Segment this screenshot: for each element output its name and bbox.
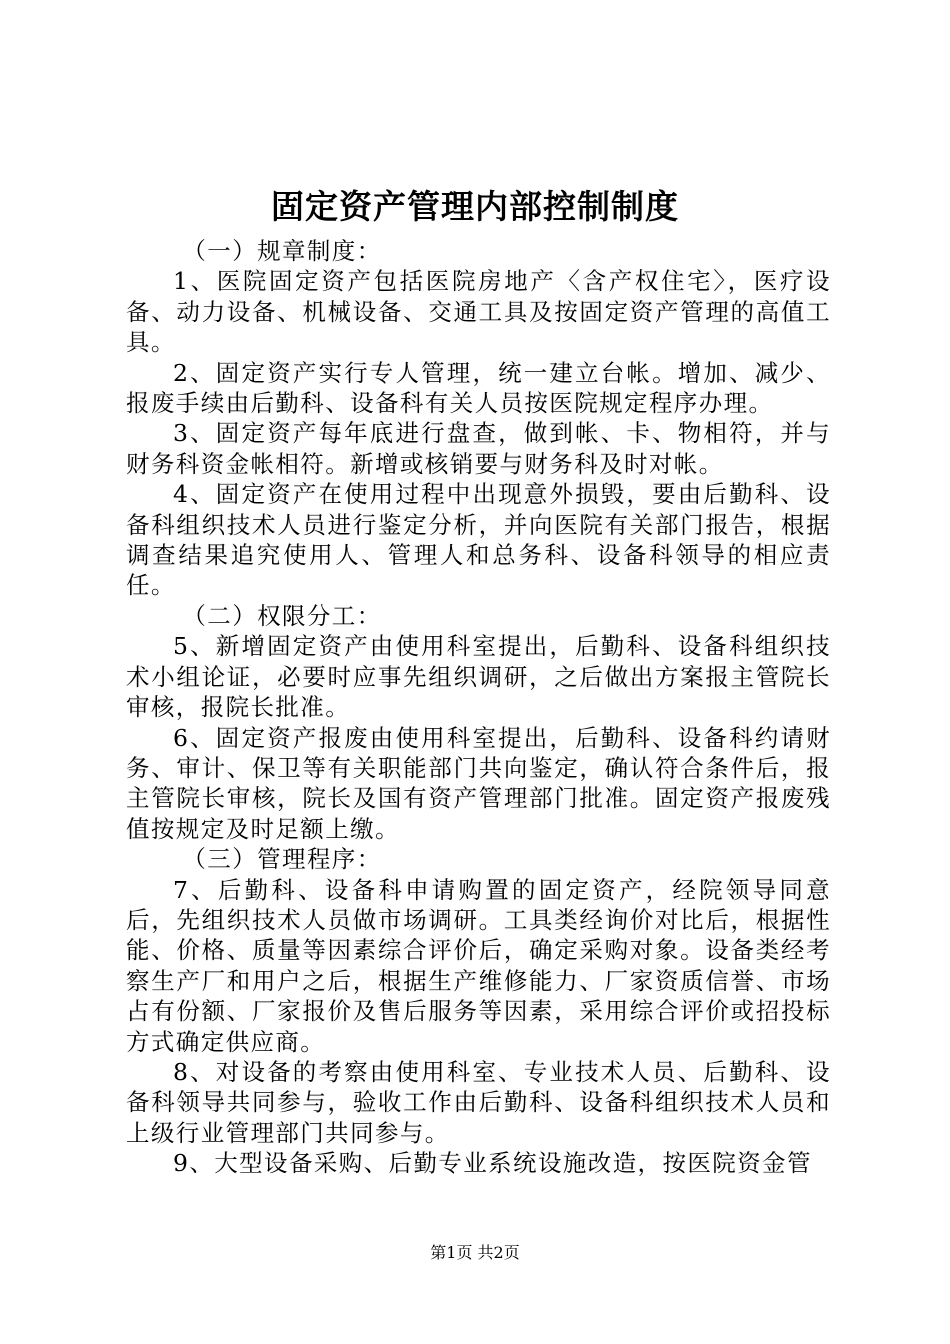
section-heading: （一）规章制度： — [182, 237, 382, 265]
section-heading: （二）权限分工： — [182, 601, 382, 630]
paragraph: 8、对设备的考察由使用科室、专业技术人员、后勤科、设备科领导共同参与，验收工作由后勤科、设备科组织技术人员和上级行业管理部门共同参与。 — [126, 1057, 831, 1147]
section-heading: （三）管理程序： — [182, 845, 382, 874]
paragraph: 4、固定资产在使用过程中出现意外损毁，要由后勤科、设备科组织技术人员进行鉴定分析，并向医院有关部门报告，根据调查结果追究使用人、管理人和总务科、设备科领导的相应责任。 — [126, 480, 831, 600]
paragraph: 9、大型设备采购、后勤专业系统设施改造，按医院资金管 — [173, 1149, 812, 1178]
document-body — [126, 236, 831, 1179]
paragraph: 1、医院固定资产包括医院房地产〈含产权住宅〉，医疗设备、动力设备、机械设备、交通工具及按固定资产管理的高值工具。 — [126, 267, 831, 357]
paragraph: 7、后勤科、设备科申请购置的固定资产，经院领导同意后，先组织技术人员做市场调研。工具类经询价对比后，根据性能、价格、质量等因素综合评价后，确定采购对象。设备类经考察生产厂和用户之后，根据生产维修能力、厂家资质信誉、市场占有份额、厂家报价及售后服务等因素，采用综合评价或招投标方式确定供应商。 — [126, 875, 831, 1056]
page-number-footer: 第1页 共2页 — [430, 1243, 520, 1262]
paragraph: 3、固定资产每年底进行盘查，做到帐、卡、物相符，并与财务科资金帐相符。新增或核销要与财务科及时对帐。 — [126, 419, 831, 478]
paragraph: 2、固定资产实行专人管理，统一建立台帐。增加、减少、报废手续由后勤科、设备科有关人员按医院规定程序办理。 — [126, 358, 831, 418]
paragraph: 5、新增固定资产由使用科室提出，后勤科、设备科组织技术小组论证，必要时应事先组织调研，之后做出方案报主管院长审核，报院长批准。 — [126, 632, 831, 722]
paragraph: 6、固定资产报废由使用科室提出，后勤科、设备科约请财务、审计、保卫等有关职能部门共向鉴定，确认符合条件后，报主管院长审核，院长及国有资产管理部门批准。固定资产报废残值按规定及时足额上缴。 — [126, 723, 831, 843]
page-title: 固定资产管理内部控制制度 — [271, 187, 679, 226]
